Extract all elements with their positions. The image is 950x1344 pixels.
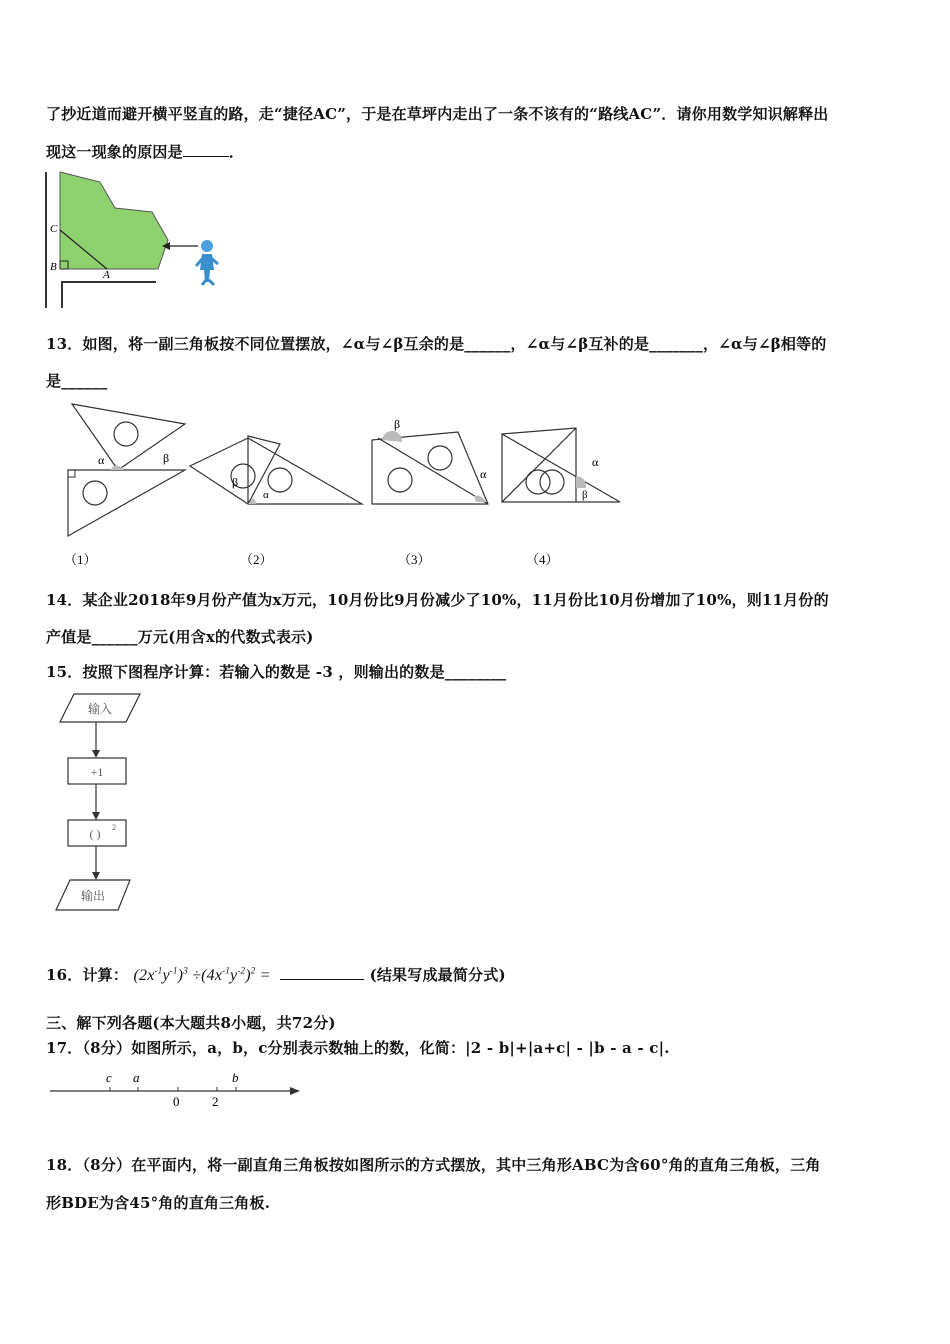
q12-line2-suffix: ． (228, 143, 245, 161)
q13-label-3: （3） (398, 552, 431, 567)
q14-line2: 产值是______万元(用含x的代数式表示) (46, 628, 314, 646)
q13-f2-beta: β (232, 475, 239, 489)
q15-line1: 15．按照下图程序计算：若输入的数是 -3 ，则输出的数是________ (46, 663, 507, 681)
q17-label-a: a (133, 1070, 140, 1085)
q13-line1: 13．如图，将一副三角板按不同位置摆放，∠α与∠β互余的是______，∠α与∠β互补的是_______，∠α与∠β相等的 (46, 335, 827, 353)
q12-answer-blank (183, 142, 229, 157)
q15-flowchart (50, 690, 160, 920)
q17-label-2: 2 (212, 1094, 219, 1109)
q13-f4-alpha: α (592, 455, 599, 469)
q12-line2 (46, 141, 244, 162)
q15-input-label: 输入 (87, 702, 113, 716)
q13-figure-2 (190, 436, 362, 504)
q17-label-c: c (106, 1070, 112, 1085)
q12-line2-prefix: 现这一现象的原因是 (46, 143, 183, 161)
q13-f3-beta: β (394, 417, 401, 431)
q13-triangle-figures (60, 398, 630, 573)
q15-step2-sup: 2 (112, 823, 116, 832)
q13-f3-alpha: α (480, 467, 487, 481)
q12-road-edge (62, 282, 156, 308)
q18-line1: 18．（8分）在平面内，将一副直角三角板按如图所示的方式摆放，其中三角形ABC为含60°角的直角三角板，三角 (46, 1156, 821, 1174)
q17-number-line (46, 1066, 306, 1112)
q14-line1: 14．某企业2018年9月份产值为x万元，10月份比9月份减少了10%，11月份比10月份增加了10%，则11月份的 (46, 591, 829, 609)
q12-label-a: A (103, 269, 110, 281)
q13-figure-3 (372, 417, 488, 504)
section3-title: 三、解下列各题(本大题共8小题，共72分) (46, 1014, 336, 1032)
q17-label-0: 0 (173, 1094, 180, 1109)
q15-output-label: 输出 (80, 889, 106, 903)
q17-line1: 17．（8分）如图所示，a，b，c分别表示数轴上的数，化简：|2 - b|+|a+c| - |b - a - c|. (46, 1039, 670, 1057)
q12-line1: 了抄近道而避开横平竖直的路，走“捷径AC”，于是在草坪内走出了一条不该有的“路线AC”．请你用数学知识解释出 (46, 105, 829, 123)
q16-expression: $(2x^{-1}y^{-1})^3 \div(4x^{-1}y^{-2})^2$ = (133, 965, 271, 984)
q13-label-2: （2） (240, 552, 273, 567)
q13-f1-alpha: α (98, 453, 105, 467)
q15-step2-label: ( ) (89, 827, 101, 841)
q13-f1-beta: β (163, 451, 170, 465)
q16-prefix: 16．计算： (46, 966, 129, 984)
q12-label-b: B (50, 261, 57, 273)
q12-person-icon (196, 240, 218, 285)
q13-f2-alpha: α (263, 489, 269, 501)
q12-lawn-figure (40, 170, 230, 312)
q13-f4-beta: β (582, 489, 588, 501)
q15-step1-label: +1 (90, 765, 104, 779)
q13-figure-4 (502, 428, 620, 502)
q18-line2: 形BDE为含45°角的直角三角板. (46, 1194, 271, 1212)
q17-label-b: b (232, 1070, 239, 1085)
q16-line (46, 964, 506, 985)
q13-figure-1 (68, 404, 185, 536)
q13-label-4: （4） (526, 552, 559, 567)
q12-grass-area (60, 172, 168, 269)
q16-suffix: (结果写成最简分式) (369, 966, 506, 984)
q16-answer-blank (280, 965, 364, 980)
q13-label-1: （1） (64, 552, 97, 567)
q12-label-c: C (50, 223, 58, 235)
q13-line2: 是______ (46, 372, 108, 390)
